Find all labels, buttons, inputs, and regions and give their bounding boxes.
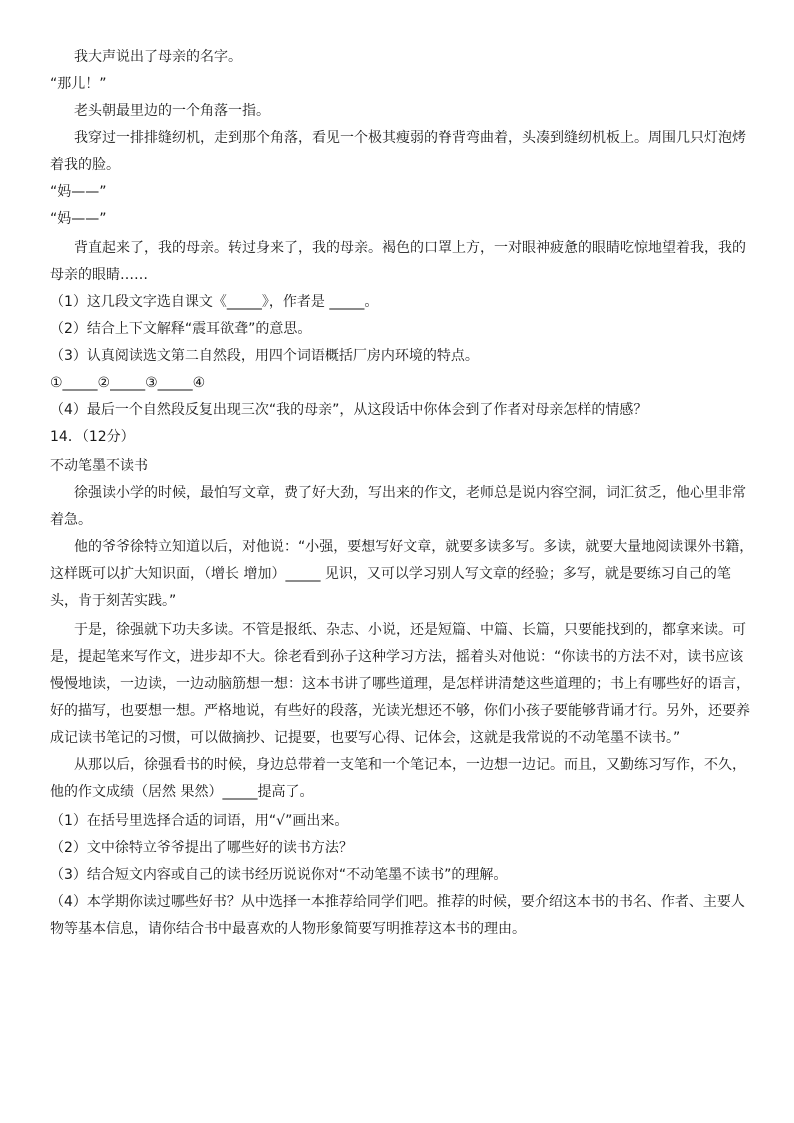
paragraph-line: 老头朝最里边的一个角落一指。 <box>74 103 270 119</box>
paragraph-line: 他的作文成绩（居然 果然）_____提高了。 <box>50 784 314 800</box>
answer-blanks: ①_____②_____③_____④ <box>50 375 206 391</box>
paragraph-line: 背直起来了，我的母亲。转过身来了，我的母亲。褐色的口罩上方，一对眼神疲惫的眼睛吃惊地望着我，我的 <box>74 240 746 256</box>
question-line: （3）认真阅读选文第二自然段，用四个词语概括厂房内环境的特点。 <box>50 348 479 364</box>
paragraph-line: “妈——” <box>50 211 107 227</box>
paragraph-line: 我穿过一排排缝纫机，走到那个角落，看见一个极其瘦弱的脊背弯曲着，头凑到缝纫机板上。周围几只灯泡烤 <box>74 130 746 146</box>
passage-title: 不动笔墨不读书 <box>50 458 148 474</box>
question-line: （4）本学期你读过哪些好书？从中选择一本推荐给同学们吧。推荐的时候，要介绍这本书的书名、作者、主要人 <box>50 894 745 910</box>
paragraph-line: 母亲的眼睛…… <box>50 267 148 283</box>
paragraph-line: 我大声说出了母亲的名字。 <box>74 49 242 65</box>
paragraph-line: 成记读书笔记的习惯，可以做摘抄、记提要，也要写心得、记体会，这就是我常说的不动笔墨不读书。” <box>50 730 681 746</box>
question-line: （2）结合上下文解释“震耳欲聋”的意思。 <box>50 321 312 337</box>
question-line: （4）最后一个自然段反复出现三次“我的母亲”，从这段话中你体会到了作者对母亲怎样的情感？ <box>50 402 648 418</box>
question-line: （3）结合短文内容或自己的读书经历说说你对“不动笔墨不读书”的理解。 <box>50 867 508 883</box>
question-line: 物等基本信息，请你结合书中最喜欢的人物形象简要写明推荐这本书的理由。 <box>50 921 526 937</box>
question-line: （1）这几段文字选自课文《_____》，作者是 _____。 <box>50 294 379 310</box>
paragraph-line: 他的爷爷徐特立知道以后，对他说：“小强，要想写好文章，就要多读多写。多读，就要大量地阅读课外书籍， <box>74 539 754 555</box>
paragraph-line: 这样既可以扩大知识面，（增长 增加）_____ 见识，又可以学习别人写文章的经验；多写，就是要练习自己的笔 <box>50 566 731 582</box>
paragraph-line: 是，提起笔来写作文，进步却不大。徐老看到孙子这种学习方法，摇着头对他说：“你读书的方法不对，读书应该 <box>50 649 744 665</box>
question-line: （2）文中徐特立爷爷提出了哪些好的读书方法？ <box>50 840 353 856</box>
question-line: （1）在括号里选择合适的词语，用“√”画出来。 <box>50 813 349 829</box>
question-number: 14．（12分） <box>50 429 135 445</box>
paragraph-line: 慢慢地读，一边读，一边动脑筋想一想：这本书讲了哪些道理，是怎样讲清楚这些道理的；书上有哪些好的语言， <box>50 676 750 692</box>
paragraph-line: 于是，徐强就下功夫多读。不管是报纸、杂志、小说，还是短篇、中篇、长篇，只要能找到的，都拿来读。可 <box>74 622 746 638</box>
paragraph-line: 好的描写，也要想一想。严格地说，有些好的段落，光读光想还不够，你们小孩子要能够背诵才行。另外，还要养 <box>50 703 750 719</box>
paragraph-line: 着我的脸。 <box>50 157 120 173</box>
paragraph-line: 徐强读小学的时候，最怕写文章，费了好大劲，写出来的作文，老师总是说内容空洞，词汇贫乏，他心里非常 <box>74 485 746 501</box>
paragraph-line: “妈——” <box>50 184 107 200</box>
paragraph-line: 从那以后，徐强看书的时候，身边总带着一支笔和一个笔记本，一边想一边记。而且，又勤练习写作，不久， <box>74 757 746 773</box>
paragraph-line: 着急。 <box>50 512 92 528</box>
paragraph-line: 头，肯于刻苦实践。” <box>50 593 177 609</box>
paragraph-line: “那儿！” <box>50 76 107 92</box>
